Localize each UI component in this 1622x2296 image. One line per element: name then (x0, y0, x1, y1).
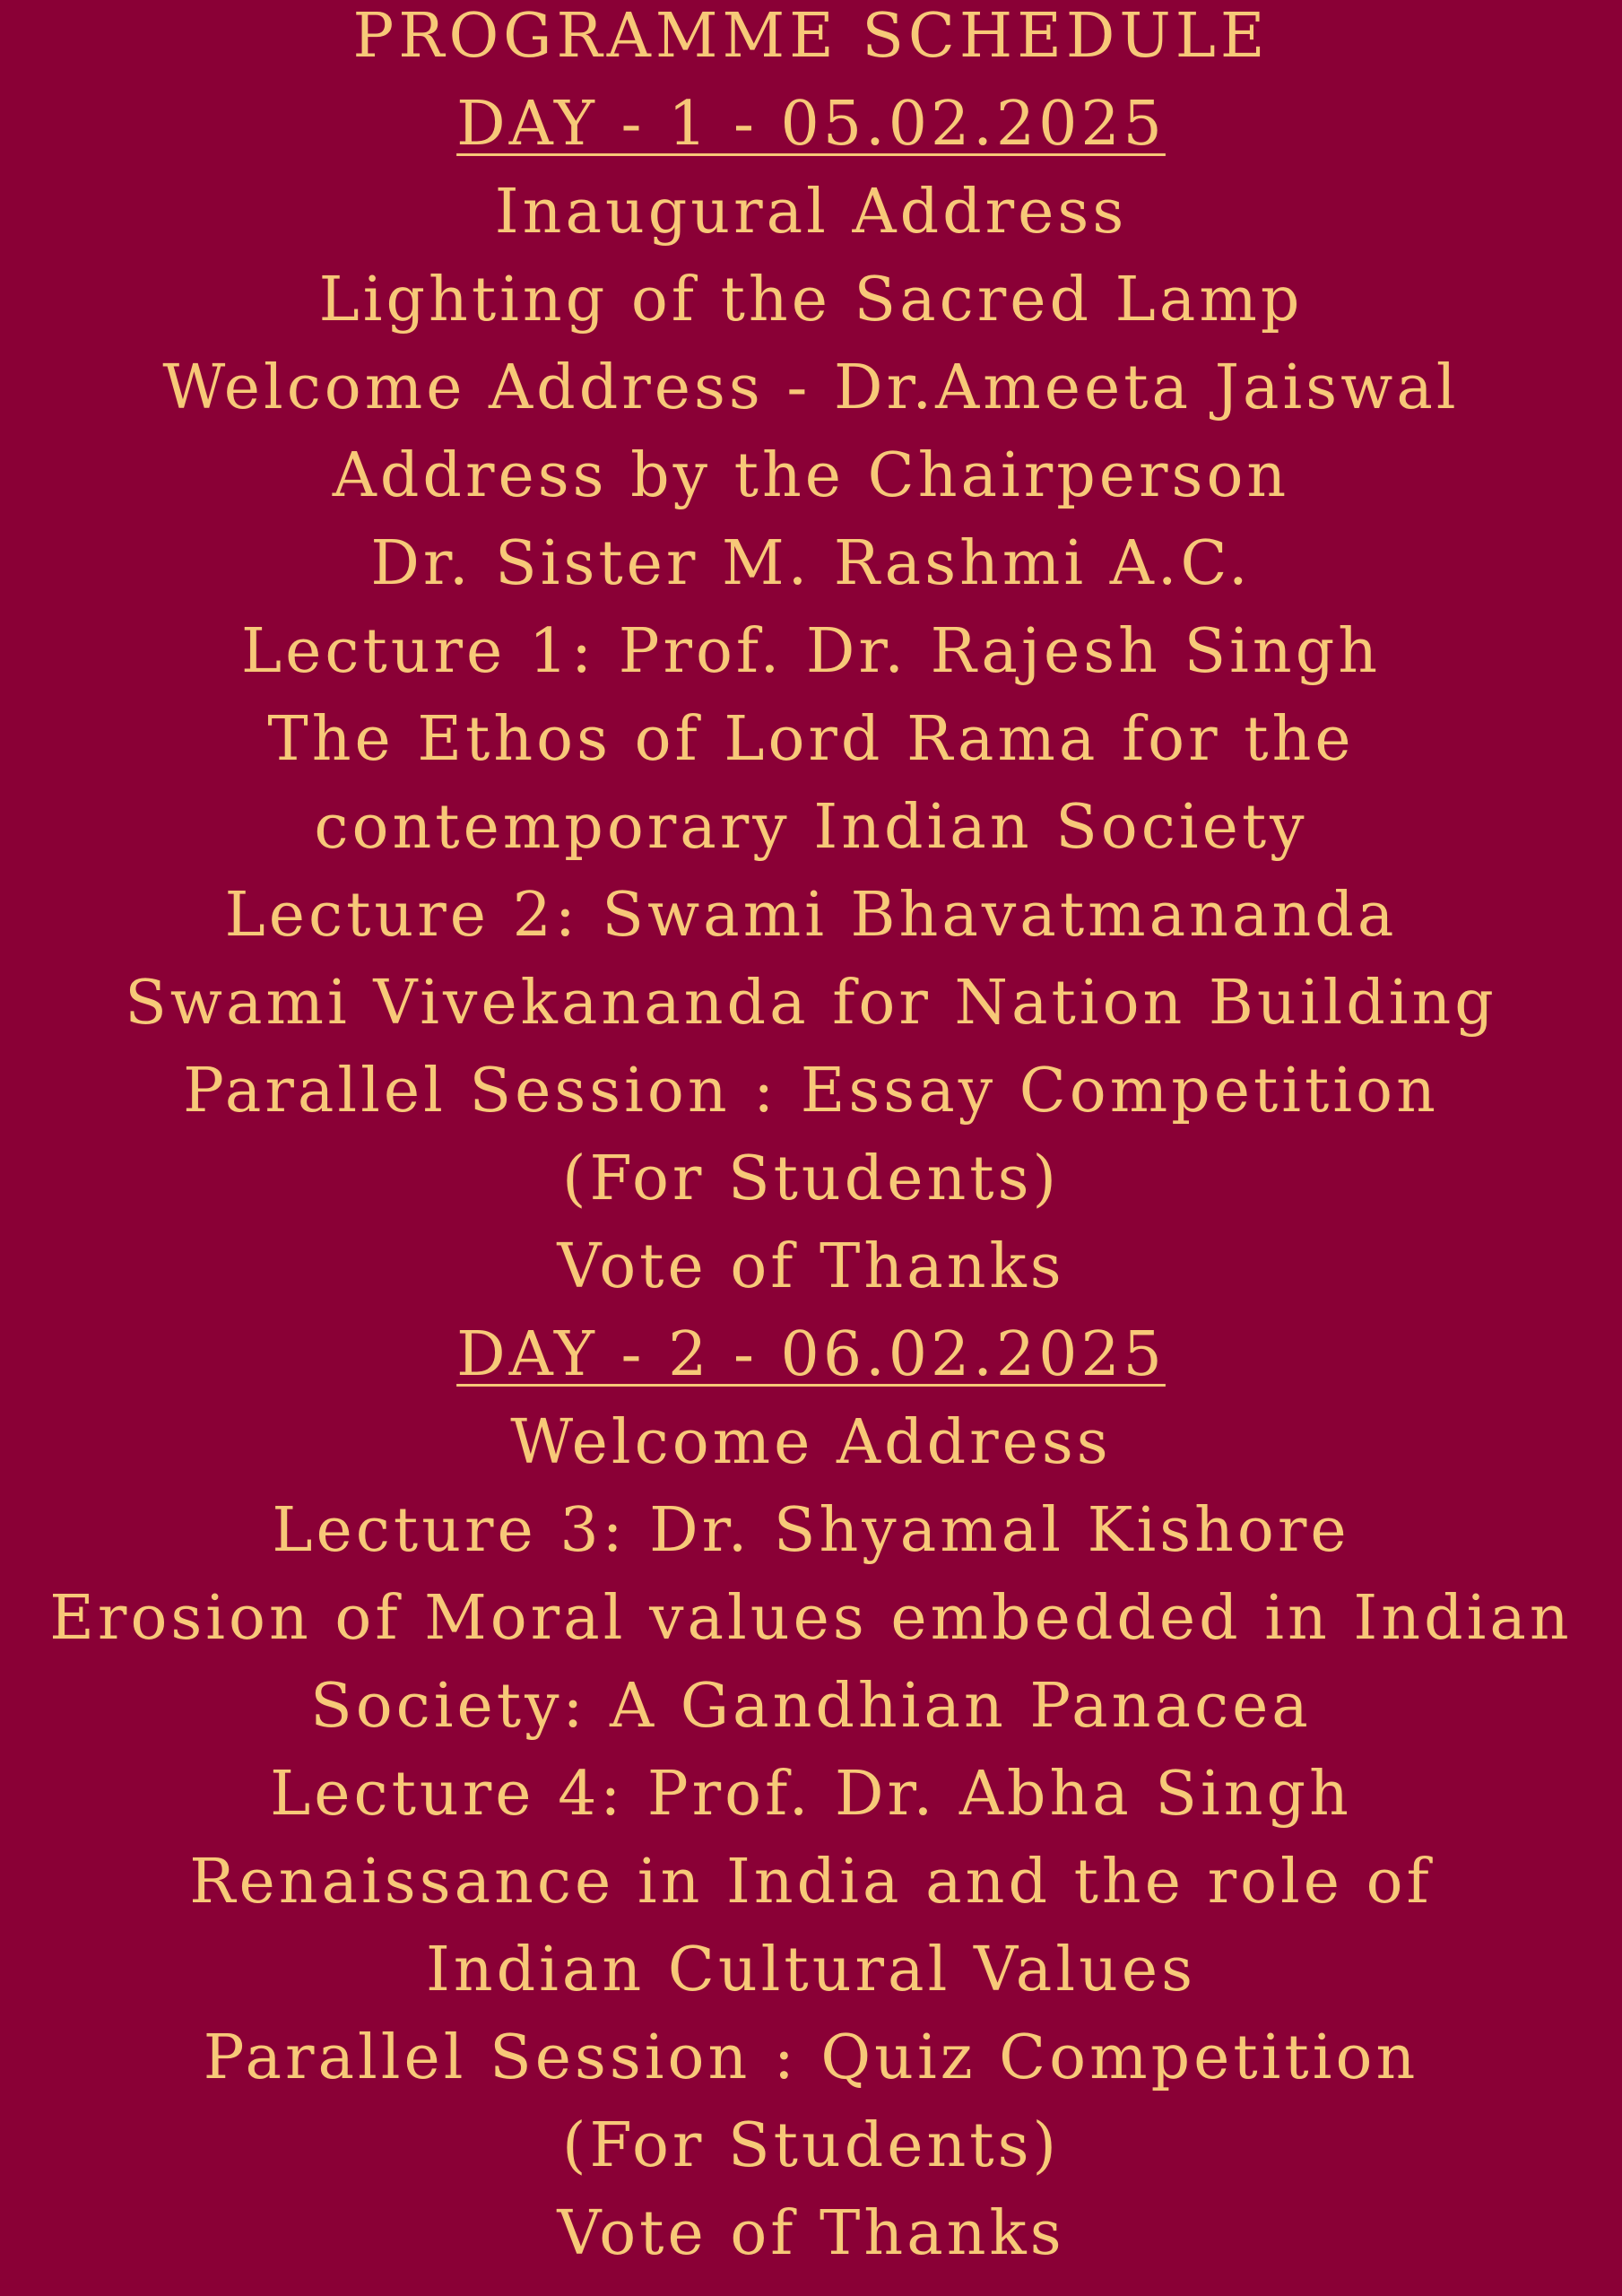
day-1-item: The Ethos of Lord Rama for the (267, 704, 1355, 775)
day-1-item: Welcome Address - Dr.Ameeta Jaiswal (162, 352, 1460, 423)
day-1-item: contemporary Indian Society (314, 792, 1308, 863)
day-2-item: Lecture 3: Dr. Shyamal Kishore (272, 1495, 1350, 1566)
day-2-item: Erosion of Moral values embedded in Indian (49, 1583, 1573, 1654)
day-1-item: (For Students) (561, 1144, 1061, 1214)
day-1-item: Vote of Thanks (557, 1231, 1065, 1302)
day-2-item: Vote of Thanks (557, 2198, 1065, 2269)
page-title: PROGRAMME SCHEDULE (352, 1, 1270, 72)
day-1-item: Dr. Sister M. Rashmi A.C. (370, 528, 1252, 599)
day-1-heading: DAY - 1 - 05.02.2025 (456, 89, 1166, 160)
day-1-item: Address by the Chairperson (332, 440, 1290, 511)
day-1-item: Lecture 1: Prof. Dr. Rajesh Singh (240, 616, 1382, 687)
day-2-item: Lecture 4: Prof. Dr. Abha Singh (270, 1759, 1352, 1830)
day-2-item: Indian Cultural Values (425, 1935, 1197, 2005)
day-2-item: Society: A Gandhian Panacea (310, 1671, 1312, 1742)
day-2-item: Parallel Session : Quiz Competition (203, 2022, 1419, 2093)
day-2-item: Renaissance in India and the role of (189, 1847, 1433, 1918)
day-1-item: Swami Vivekananda for Nation Building (125, 968, 1497, 1039)
day-1-item: Parallel Session : Essay Competition (183, 1056, 1439, 1126)
day-2-item: (For Students) (561, 2110, 1061, 2181)
day-1-item: Lecture 2: Swami Bhavatmananda (224, 880, 1398, 951)
day-1-item: Lighting of the Sacred Lamp (318, 265, 1304, 335)
day-2-item: Welcome Address (510, 1407, 1112, 1478)
day-1-item: Inaugural Address (494, 177, 1128, 248)
day-2-heading: DAY - 2 - 06.02.2025 (456, 1319, 1166, 1390)
